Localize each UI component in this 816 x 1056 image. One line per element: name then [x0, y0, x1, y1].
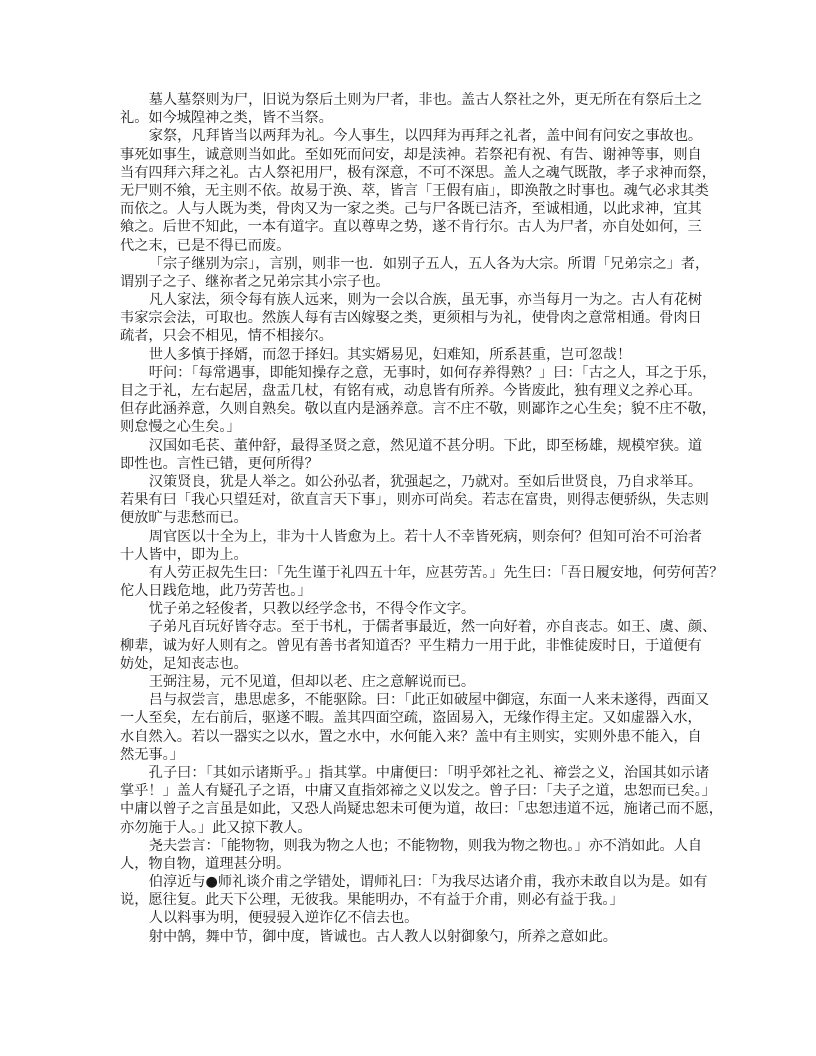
paragraph [120, 837, 703, 873]
paragraph [120, 473, 709, 528]
paragraph [120, 346, 697, 364]
text-line: 孔子曰：「其如示诸斯乎。」指其掌。中庸便曰：「明乎郊社之礼、禘尝之义，治国其如示诸 [148, 764, 710, 781]
text-line: 韦家宗会法，可取也。然族人每有吉凶嫁娶之类，更须相与为礼，使骨肉之意常相通。骨肉日 [120, 310, 702, 327]
text-line: 汉国如毛苌、董仲舒，最得圣贤之意，然见道不甚分明。下此，即至杨雄，规模窄狭。道 [148, 437, 703, 454]
paragraph [120, 673, 697, 691]
text-line: 十人皆中，即为上。 [120, 546, 248, 563]
text-line: 一人至矣，左右前后，驱遂不暇。盖其四面空疏，盗固易入，无缘作得主定。又如虚器入水， [120, 710, 702, 727]
text-line: 佗人日践危地，此乃劳苦也。」 [120, 583, 312, 600]
text-line: 飨之。后世不知此，一本有道字。直以尊卑之势，遂不肯行尔。古人为尸者，亦自处如何，三 [120, 219, 702, 236]
text-line: 当有四拜六拜之礼。古人祭祀用尸，极有深意，不可不深思。盖人之魂气既散，孝子求神而祭， [120, 164, 716, 181]
text-line: 子弟凡百玩好皆夺志。至于书札，于儒者事最近，然一向好着，亦自丧志。如王、虞、颜、 [148, 619, 717, 636]
text-line: 人，物自物，道理甚分明。 [120, 855, 291, 872]
text-line: 无尸则不飨，无主则不依。故易于涣、萃，皆言「王假有庙」，即涣散之时事也。魂气必求其类 [120, 182, 709, 199]
text-line: 凡人家法，须令每有族人远来，则为一会以合族，虽无事，亦当每月一为之。古人有花树 [148, 292, 703, 309]
paragraph [120, 600, 697, 618]
text-line: 若果有曰「我心只望廷对，欲直言天下事」，则亦可尚矣。若志在富贵，则得志便骄纵，失志则 [120, 492, 709, 509]
text-line: 水自然入。若以一器实之以水，置之水中，水何能入来？盖中有主则实，实则外患不能入，自 [120, 728, 702, 745]
text-line: 便放旷与悲愁而已。 [120, 510, 248, 527]
text-line: 世人多慎于择婿，而忽于择妇。其实婿易见，妇难知，所系甚重，岂可忽哉！ [148, 346, 632, 363]
text-line: 忧子弟之轻俊者，只教以经学念书，不得令作文字。 [148, 601, 476, 618]
paragraph [120, 255, 710, 291]
text-line: 有人劳正叔先生曰：「先生谨于礼四五十年，应甚劳苦。」先生曰：「吾日履安地，何劳何苦？ [148, 564, 724, 581]
text-line: 射中鹄，舞中节，御中度，皆诚也。古人教人以射御象勺，所养之意如此。 [148, 928, 617, 945]
text-line: 王弼注易，元不见道，但却以老、庄之意解说而已。 [148, 674, 476, 690]
text-line: 礼。如今城隍神之类，皆不当祭。 [120, 110, 333, 127]
text-line: 事死如事生，诚意则当如此。至如死而问安，却是渎神。若祭祀有祝、有告、谢神等事，则自 [120, 146, 702, 163]
text-line: 中庸以曾子之言虽是如此，又恐人尚疑忠恕未可便为道，故曰：「忠恕违道不远，施诸己而不愿， [120, 801, 723, 818]
paragraph [120, 564, 724, 600]
paragraph [120, 364, 717, 437]
text-line: 掌乎！」盖人有疑孔子之语，中庸又直指郊禘之义以发之。曾子曰：「夫子之道，忠恕而已矣。」 [120, 783, 716, 800]
paragraph [120, 291, 703, 346]
text-line: 尧夫尝言：「能物物，则我为物之人也；不能物物，则我为物之物也。」亦不消如此。人自 [148, 837, 703, 854]
paragraph [120, 909, 697, 927]
text-line: 则怠慢之心生矣。」 [120, 419, 241, 436]
text-line: 吕与叔尝言，患思虑多，不能驱除。曰：「此正如破屋中御寇，东面一人来未遂得，西面又 [148, 692, 710, 709]
text-line: 而依之。人与人既为类，骨肉又为一家之类。己与尸各既已洁齐，至诚相通，以此求神，宜其 [120, 201, 702, 218]
paragraph [120, 764, 723, 837]
document-page [120, 91, 724, 946]
paragraph [120, 928, 697, 946]
text-line: 柳辈，诚为好人则有之。曾见有善书者知道否？平生精力一用于此，非惟徒废时日，于道便有 [120, 637, 702, 654]
text-line: 谓别子之子、继祢者之兄弟宗其小宗子也。 [120, 273, 390, 290]
text-line: 伯淳近与●师礼谈介甫之学错处，谓师礼曰：「为我尽达诸介甫，我亦未敢自以为是。如有 [148, 874, 708, 891]
text-line: 妨处，足知丧志也。 [120, 655, 248, 672]
text-line: 吁问：「每常遇事，即能知操存之意，无事时，如何存养得熟？」曰：「古之人，耳之于乐， [148, 364, 717, 381]
text-line: 然无事。」 [120, 746, 184, 763]
paragraph [120, 437, 703, 473]
text-line: 汉策贤良，犹是人举之。如公孙弘者，犹强起之，乃就对。至如后世贤良，乃自求举耳。 [148, 473, 703, 490]
paragraph [120, 91, 703, 127]
paragraph [120, 618, 717, 673]
paragraph [120, 873, 708, 909]
paragraph [120, 691, 710, 764]
text-line: 代之末，已是不得已而废。 [120, 237, 291, 254]
text-line: 家祭，凡拜皆当以两拜为礼。今人事生，以四拜为再拜之礼者，盖中间有问安之事故也。 [148, 128, 703, 145]
paragraph [120, 528, 703, 564]
text-line: 亦勿施于人。」此又掠下教人。 [120, 819, 312, 836]
text-line: 墓人墓祭则为尸，旧说为祭后土则为尸者，非也。盖古人祭社之外，更无所在有祭后土之 [148, 92, 703, 108]
paragraph [120, 127, 716, 254]
text-line: 即性也。言性已错，更何所得？ [120, 455, 319, 472]
text-line: 说，愿往复。此天下公理，无彼我。果能明办，不有益于介甫，则必有益于我。」 [120, 892, 624, 909]
text-line: 人以料事为明，便骎骎入逆诈亿不信去也。 [148, 910, 419, 927]
text-line: 疏者，只会不相见，情不相接尔。 [120, 328, 333, 345]
text-line: 周官医以十全为上，非为十人皆愈为上。若十人不幸皆死病，则奈何？但知可治不可治者 [148, 528, 703, 545]
text-line: 但存此涵养意，久则自熟矣。敬以直内是涵养意。言不庄不敬，则鄙诈之心生矣；貌不庄不敬， [120, 401, 716, 418]
text-line: 目之于礼，左右起居，盘盂几杖，有铭有戒，动息皆有所养。今皆废此，独有理义之养心耳。 [120, 383, 702, 399]
text-line: 「宗子继别为宗」，言别，则非一也．如别子五人，五人各为大宗。所谓「兄弟宗之」者， [148, 255, 710, 272]
